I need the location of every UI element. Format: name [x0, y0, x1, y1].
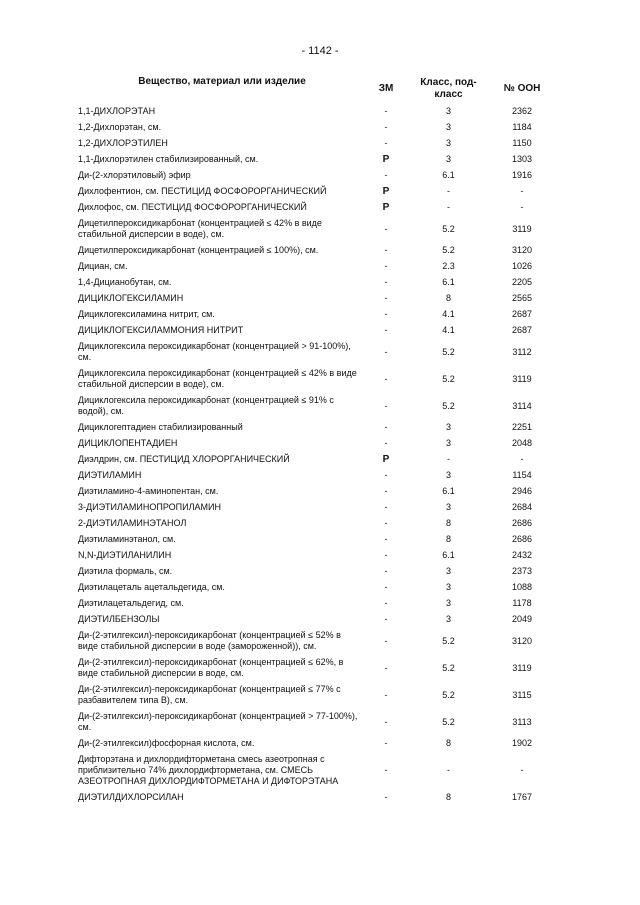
zm-mark: - — [384, 277, 388, 287]
zm-mark: - — [384, 170, 388, 180]
substance-name: Дицетилпероксидикарбонат (концентрацией ≤ 42% в виде стабильной дисперсии в воде), см. — [78, 218, 322, 239]
zm-mark: - — [384, 716, 388, 727]
zm-mark: - — [384, 566, 388, 576]
table-row — [78, 628, 553, 655]
un-number: 2205 — [511, 277, 533, 287]
un-number: 2565 — [511, 293, 533, 303]
zm-mark: - — [384, 598, 388, 608]
table-row — [78, 790, 553, 806]
substance-name: Дициклогексила пероксидикарбонат (концентрацией > 91-100%), см. — [78, 341, 351, 362]
substance-name: Дициклогептадиен стабилизированный — [78, 422, 243, 432]
table-row — [78, 152, 553, 168]
table-body — [78, 104, 553, 806]
page-number: - 1142 - — [301, 45, 339, 57]
un-number: 3112 — [512, 346, 532, 357]
hazard-class: 8 — [445, 738, 451, 748]
zm-mark: - — [384, 550, 388, 560]
table-row — [78, 682, 553, 709]
table-row — [78, 243, 553, 259]
substance-name: 3-ДИЭТИЛАМИНОПРОПИЛАМИН — [78, 502, 221, 512]
zm-mark: - — [384, 614, 388, 624]
zm-mark: - — [384, 635, 388, 646]
zm-mark: - — [384, 245, 388, 255]
un-number: 2684 — [511, 502, 533, 512]
table-row — [78, 120, 553, 136]
substance-name: ДИЭТИЛАМИН — [78, 470, 142, 480]
substance-table — [78, 74, 553, 806]
hazard-class: 6.1 — [442, 277, 455, 287]
hazard-class: - — [447, 186, 450, 196]
substance-name: Ди-(2-этилгексил)-пероксидикарбонат (концентрацией > 77-100%), см. — [78, 711, 358, 732]
substance-name: Дицетилпероксидикарбонат (концентрацией ≤ 100%), см. — [78, 245, 319, 255]
hazard-class: - — [447, 765, 450, 775]
hazard-class: 8 — [445, 293, 451, 303]
un-number: - — [520, 454, 524, 464]
substance-name: Дифторэтана и дихлордифторметана смесь азеотропная с приблизительно 74% дихлордифторметана, см. СМЕСЬ АЗЕОТРОПНАЯ ДИХЛОРДИФТОРМЕТАНА И ДИФТОРЭТАНА — [78, 754, 339, 786]
table-row — [78, 307, 553, 323]
table-row — [78, 216, 553, 243]
hazard-class: 4.1 — [442, 325, 455, 335]
un-number: 2686 — [511, 534, 533, 544]
zm-mark: - — [384, 534, 388, 544]
un-number: 2687 — [511, 325, 533, 335]
un-number: 2362 — [511, 106, 533, 116]
zm-mark: - — [384, 422, 388, 432]
un-number: 3120 — [511, 635, 533, 646]
zm-mark: P — [382, 186, 390, 197]
zm-mark: P — [382, 454, 390, 465]
hazard-class: 3 — [445, 582, 451, 592]
substance-name: ДИЦИКЛОГЕКСИЛАММОНИЯ НИТРИТ — [78, 325, 244, 335]
zm-mark: - — [384, 400, 388, 411]
zm-mark: - — [384, 470, 388, 480]
zm-mark: - — [384, 502, 388, 512]
un-number: 1178 — [512, 598, 532, 608]
hazard-class: 3 — [445, 470, 451, 480]
substance-name: 1,2-Дихлорэтан, см. — [78, 122, 162, 132]
table-row — [78, 752, 553, 790]
un-number: 2048 — [511, 438, 533, 448]
table-row — [78, 596, 553, 612]
table-row — [78, 323, 553, 339]
zm-mark: - — [384, 765, 388, 775]
hazard-class: 5.2 — [442, 346, 455, 357]
un-number: 2432 — [511, 550, 533, 560]
table-row — [78, 420, 553, 436]
header-class: Класс, под- класс — [420, 77, 477, 100]
substance-name: Дихлофентион, см. ПЕСТИЦИД ФОСФОРОРГАНИЧЕСКИЙ — [78, 186, 327, 196]
hazard-class: 3 — [445, 598, 451, 608]
table-row — [78, 612, 553, 628]
substance-name: 1,4-Дицианобутан, см. — [78, 277, 172, 287]
table-row — [78, 291, 553, 307]
table-row — [78, 548, 553, 564]
un-number: 3119 — [512, 662, 532, 673]
hazard-class: 5.2 — [442, 373, 455, 384]
hazard-class: 3 — [445, 614, 451, 624]
table-row — [78, 516, 553, 532]
table-row — [78, 655, 553, 682]
hazard-class: 3 — [445, 438, 451, 448]
table-row — [78, 580, 553, 596]
zm-mark: - — [384, 689, 388, 700]
hazard-class: 2.3 — [442, 261, 455, 271]
zm-mark: - — [384, 518, 388, 528]
substance-name: 1,1-ДИХЛОРЭТАН — [78, 106, 156, 116]
hazard-class: 3 — [445, 502, 451, 512]
substance-name: N,N-ДИЭТИЛАНИЛИН — [78, 550, 172, 560]
un-number: 1767 — [511, 792, 533, 802]
hazard-class: 5.2 — [442, 662, 455, 673]
table-row — [78, 339, 553, 366]
un-number: 1916 — [511, 170, 533, 180]
un-number: 3119 — [512, 223, 532, 234]
zm-mark: - — [384, 325, 388, 335]
un-number: 2686 — [511, 518, 533, 528]
un-number: 1150 — [512, 138, 532, 148]
un-number: 1902 — [511, 738, 533, 748]
hazard-class: 5.2 — [442, 245, 455, 255]
table-row — [78, 168, 553, 184]
substance-name: ДИЦИКЛОПЕНТАДИЕН — [78, 438, 178, 448]
zm-mark: - — [384, 261, 388, 271]
hazard-class: 8 — [445, 518, 451, 528]
table-row — [78, 366, 553, 393]
header-zm: ЗМ — [378, 83, 394, 94]
un-number: 2049 — [511, 614, 533, 624]
hazard-class: 4.1 — [442, 309, 455, 319]
hazard-class: 3 — [445, 122, 451, 132]
substance-name: Дициклогексила пероксидикарбонат (концентрацией ≤ 91% с водой), см. — [78, 395, 334, 416]
hazard-class: 8 — [445, 534, 451, 544]
hazard-class: 3 — [445, 138, 451, 148]
table-row — [78, 709, 553, 736]
un-number: 1303 — [511, 154, 533, 164]
un-number: 1026 — [511, 261, 533, 271]
table-row — [78, 468, 553, 484]
table-row — [78, 184, 553, 200]
un-number: 1154 — [512, 470, 532, 480]
table-row — [78, 436, 553, 452]
substance-name: 2-ДИЭТИЛАМИНЭТАНОЛ — [78, 518, 187, 528]
un-number: 3115 — [512, 689, 532, 700]
zm-mark: - — [384, 792, 388, 802]
hazard-class: 5.2 — [442, 716, 455, 727]
zm-mark: - — [384, 486, 388, 496]
table-row — [78, 259, 553, 275]
zm-mark: - — [384, 662, 388, 673]
hazard-class: 3 — [445, 154, 451, 164]
substance-name: Диэтилацеталь ацетальдегида, см. — [78, 582, 225, 592]
zm-mark: - — [384, 122, 388, 132]
zm-mark: - — [384, 582, 388, 592]
zm-mark: - — [384, 438, 388, 448]
table-row — [78, 275, 553, 291]
hazard-class: 5.2 — [442, 400, 455, 411]
hazard-class: 6.1 — [442, 170, 455, 180]
un-number: 3119 — [512, 373, 532, 384]
zm-mark: P — [382, 154, 390, 165]
zm-mark: - — [384, 138, 388, 148]
substance-name: Ди-(2-этилгексил)-пероксидикарбонат (концентрацией ≤ 52% в виде стабильной дисперсии в воде (замороженной)), см. — [78, 630, 341, 651]
table-row — [78, 104, 553, 120]
zm-mark: - — [384, 346, 388, 357]
un-number: 2687 — [511, 309, 533, 319]
un-number: 3120 — [511, 245, 533, 255]
table-row — [78, 393, 553, 420]
substance-name: Дициклогексиламина нитрит, см. — [78, 309, 215, 319]
table-row — [78, 532, 553, 548]
substance-name: Ди-(2-этилгексил)-пероксидикарбонат (концентрацией ≤ 62%, в виде стабильной дисперсии в воде, см. — [78, 657, 344, 678]
un-number: 3114 — [512, 400, 532, 411]
substance-name: 1,1-Дихлорэтилен стабилизированный, см. — [78, 154, 259, 164]
table-row — [78, 484, 553, 500]
substance-name: Диэлдрин, см. ПЕСТИЦИД ХЛОРОРГАНИЧЕСКИЙ — [78, 454, 290, 464]
table-row — [78, 500, 553, 516]
hazard-class: 3 — [445, 106, 451, 116]
un-number: 1088 — [511, 582, 533, 592]
substance-name: Ди-(2-этилгексил)-пероксидикарбонат (концентрацией ≤ 77% с разбавителем типа B), см. — [78, 684, 341, 705]
zm-mark: - — [384, 106, 388, 116]
hazard-class: 3 — [445, 422, 451, 432]
table-row — [78, 200, 553, 216]
un-number: 2946 — [511, 486, 533, 496]
substance-name: ДИЦИКЛОГЕКСИЛАМИН — [78, 293, 184, 303]
un-number: - — [520, 202, 524, 212]
zm-mark: - — [384, 738, 388, 748]
hazard-class: 5.2 — [442, 223, 455, 234]
substance-name: ДИЭТИЛБЕНЗОЛЫ — [78, 614, 160, 624]
substance-name: Дициан, см. — [78, 261, 128, 271]
zm-mark: P — [382, 202, 390, 213]
header-un-number: № ООН — [503, 83, 541, 94]
substance-name: ДИЭТИЛДИХЛОРСИЛАН — [78, 792, 184, 802]
substance-name: Диэтиламино-4-аминопентан, см. — [78, 486, 219, 496]
substance-name: 1,2-ДИХЛОРЭТИЛЕН — [78, 138, 168, 148]
table-row — [78, 136, 553, 152]
un-number: 2373 — [511, 566, 533, 576]
table-row — [78, 564, 553, 580]
substance-name: Диэтила формаль, см. — [78, 566, 173, 576]
table-row — [78, 736, 553, 752]
hazard-class: - — [447, 202, 450, 212]
hazard-class: 5.2 — [442, 635, 455, 646]
hazard-class: - — [447, 454, 450, 464]
substance-name: Ди-(2-хлорэтиловый) эфир — [78, 170, 191, 180]
substance-name: Дициклогексила пероксидикарбонат (концентрацией ≤ 42% в виде стабильной дисперсии в воде), см. — [78, 368, 357, 389]
hazard-class: 6.1 — [442, 550, 455, 560]
zm-mark: - — [384, 309, 388, 319]
hazard-class: 5.2 — [442, 689, 455, 700]
un-number: 1184 — [512, 122, 532, 132]
hazard-class: 8 — [445, 792, 451, 802]
un-number: 2251 — [511, 422, 533, 432]
hazard-class: 3 — [445, 566, 451, 576]
substance-name: Ди-(2-этилгексил)фосфорная кислота, см. — [78, 738, 255, 748]
substance-name: Диэтилацетальдегид, см. — [78, 598, 184, 608]
substance-name: Диэтиламинэтанол, см. — [78, 534, 176, 544]
un-number: 3113 — [512, 716, 532, 727]
zm-mark: - — [384, 373, 388, 384]
header-substance: Вещество, материал или изделие — [138, 76, 306, 87]
zm-mark: - — [384, 293, 388, 303]
table-header-row — [78, 74, 553, 104]
substance-name: Дихлофос, см. ПЕСТИЦИД ФОСФОРОРГАНИЧЕСКИЙ — [78, 202, 307, 212]
table-row — [78, 452, 553, 468]
un-number: - — [520, 765, 524, 775]
hazard-class: 6.1 — [442, 486, 455, 496]
un-number: - — [520, 186, 524, 196]
zm-mark: - — [384, 223, 388, 234]
